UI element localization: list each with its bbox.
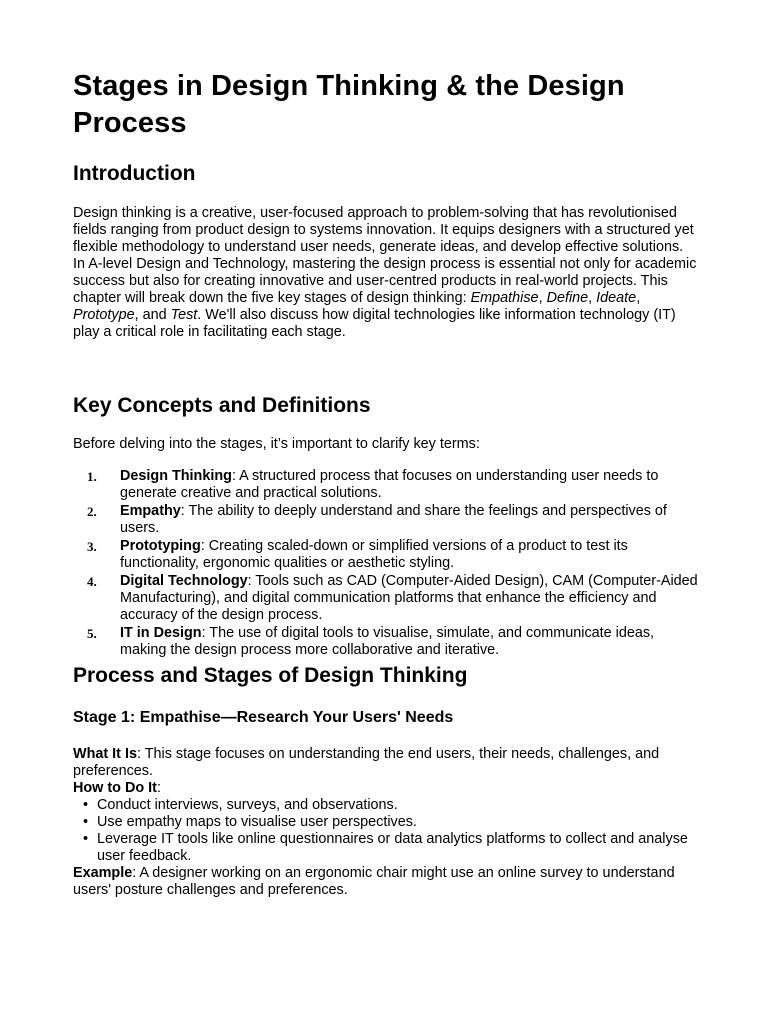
- stage1-heading: Stage 1: Empathise—Research Your Users' Needs: [73, 709, 454, 726]
- introduction-section: [73, 205, 698, 341]
- definition-text: : Tools such as CAD (Computer-Aided Design), CAM (Computer-Aided Manufacturing), and digital communication platforms that enhance the efficiency and accuracy of the design process.: [120, 573, 698, 623]
- introduction-heading: Introduction: [73, 162, 196, 185]
- how-colon: :: [156, 780, 161, 796]
- definition-item: [73, 503, 703, 537]
- separator: ,: [538, 290, 547, 306]
- definition-text: : The use of digital tools to visualise, simulate, and communicate ideas, making the design process more collaborative and iterative.: [120, 625, 655, 658]
- key-concepts-heading: Key Concepts and Definitions: [73, 394, 371, 417]
- definition-term: Design Thinking: [120, 468, 232, 484]
- definition-text: : Creating scaled-down or simplified versions of a product to test its functionality, ergonomic qualities or aesthetic styling.: [120, 538, 628, 571]
- bullet-dot: •: [83, 831, 89, 847]
- bullet-item: [73, 831, 703, 865]
- stage-prototype: Prototype: [73, 307, 135, 323]
- separator: ,: [636, 290, 641, 306]
- definition-item: [73, 573, 703, 624]
- example-text: : A designer working on an ergonomic chair might use an online survey to understand users' posture challenges and preferences.: [73, 865, 675, 898]
- stage1-example: [73, 865, 703, 899]
- what-text: : This stage focuses on understanding the end users, their needs, challenges, and preferences.: [73, 746, 660, 779]
- bullet-dot: •: [83, 814, 89, 830]
- page-title: Stages in Design Thinking & the Design Process: [73, 70, 625, 139]
- definition-term: Prototyping: [120, 538, 201, 554]
- bullet-item: [73, 814, 703, 831]
- definition-term: Digital Technology: [120, 573, 248, 589]
- stage1-bullet-list: [73, 797, 703, 865]
- stage-empathise: Empathise: [470, 290, 539, 306]
- stage-ideate: Ideate: [596, 290, 637, 306]
- definition-number: 2.: [87, 504, 97, 519]
- key-concepts-lead: Before delving into the stages, it’s important to clarify key terms:: [73, 436, 480, 452]
- bullet-item: [73, 797, 703, 814]
- definition-number: 5.: [87, 626, 97, 641]
- bullet-dot: •: [83, 797, 89, 813]
- definition-number: 1.: [87, 469, 97, 484]
- introduction-text: Design thinking is a creative, user-focused approach to problem-solving that has revolutionised fields ranging from product design to systems innovation. It equips designers with a structured yet flexible methodology to understand user needs, generate ideas, and develop effective solutions. In A-level Design and Technology, mastering the design process is essential not only for academic success but also for creating innovative and user-centred products in real-world projects. This chapter will break down the five key stages of design thinking:: [73, 205, 697, 306]
- how-label: How to Do It: [73, 780, 157, 796]
- definition-text: : A structured process that focuses on understanding user needs to generate creative and practical solutions.: [120, 468, 659, 501]
- separator: ,: [588, 290, 597, 306]
- definition-term: IT in Design: [120, 625, 202, 641]
- example-label: Example: [73, 865, 133, 881]
- what-label: What It Is: [73, 746, 137, 762]
- definition-number: 4.: [87, 574, 97, 589]
- stage1-what: [73, 746, 703, 780]
- definition-text: : The ability to deeply understand and share the feelings and perspectives of users.: [120, 503, 667, 536]
- definition-item: [73, 468, 703, 502]
- definitions-list-container: [73, 468, 703, 660]
- introduction-text-end: . We'll also discuss how digital technologies like information technology (IT) play a critical role in facilitating each stage.: [73, 307, 676, 340]
- process-heading: Process and Stages of Design Thinking: [73, 664, 468, 687]
- bullet-text: Use empathy maps to visualise user perspectives.: [97, 814, 417, 830]
- definition-number: 3.: [87, 539, 97, 554]
- key-concepts-section: [73, 436, 698, 453]
- introduction-paragraph: [73, 205, 698, 341]
- definition-item: [73, 625, 703, 659]
- definition-item: [73, 538, 703, 572]
- bullet-text: Conduct interviews, surveys, and observations.: [97, 797, 398, 813]
- stage1-how: [73, 780, 703, 797]
- stage-test: Test: [170, 307, 198, 323]
- definition-term: Empathy: [120, 503, 181, 519]
- stage1-section: [73, 746, 703, 899]
- definitions-list: [73, 468, 703, 659]
- separator: , and: [134, 307, 171, 323]
- bullet-text: Leverage IT tools like online questionnaires or data analytics platforms to collect and analyse user feedback.: [97, 831, 688, 864]
- stage-define: Define: [546, 290, 589, 306]
